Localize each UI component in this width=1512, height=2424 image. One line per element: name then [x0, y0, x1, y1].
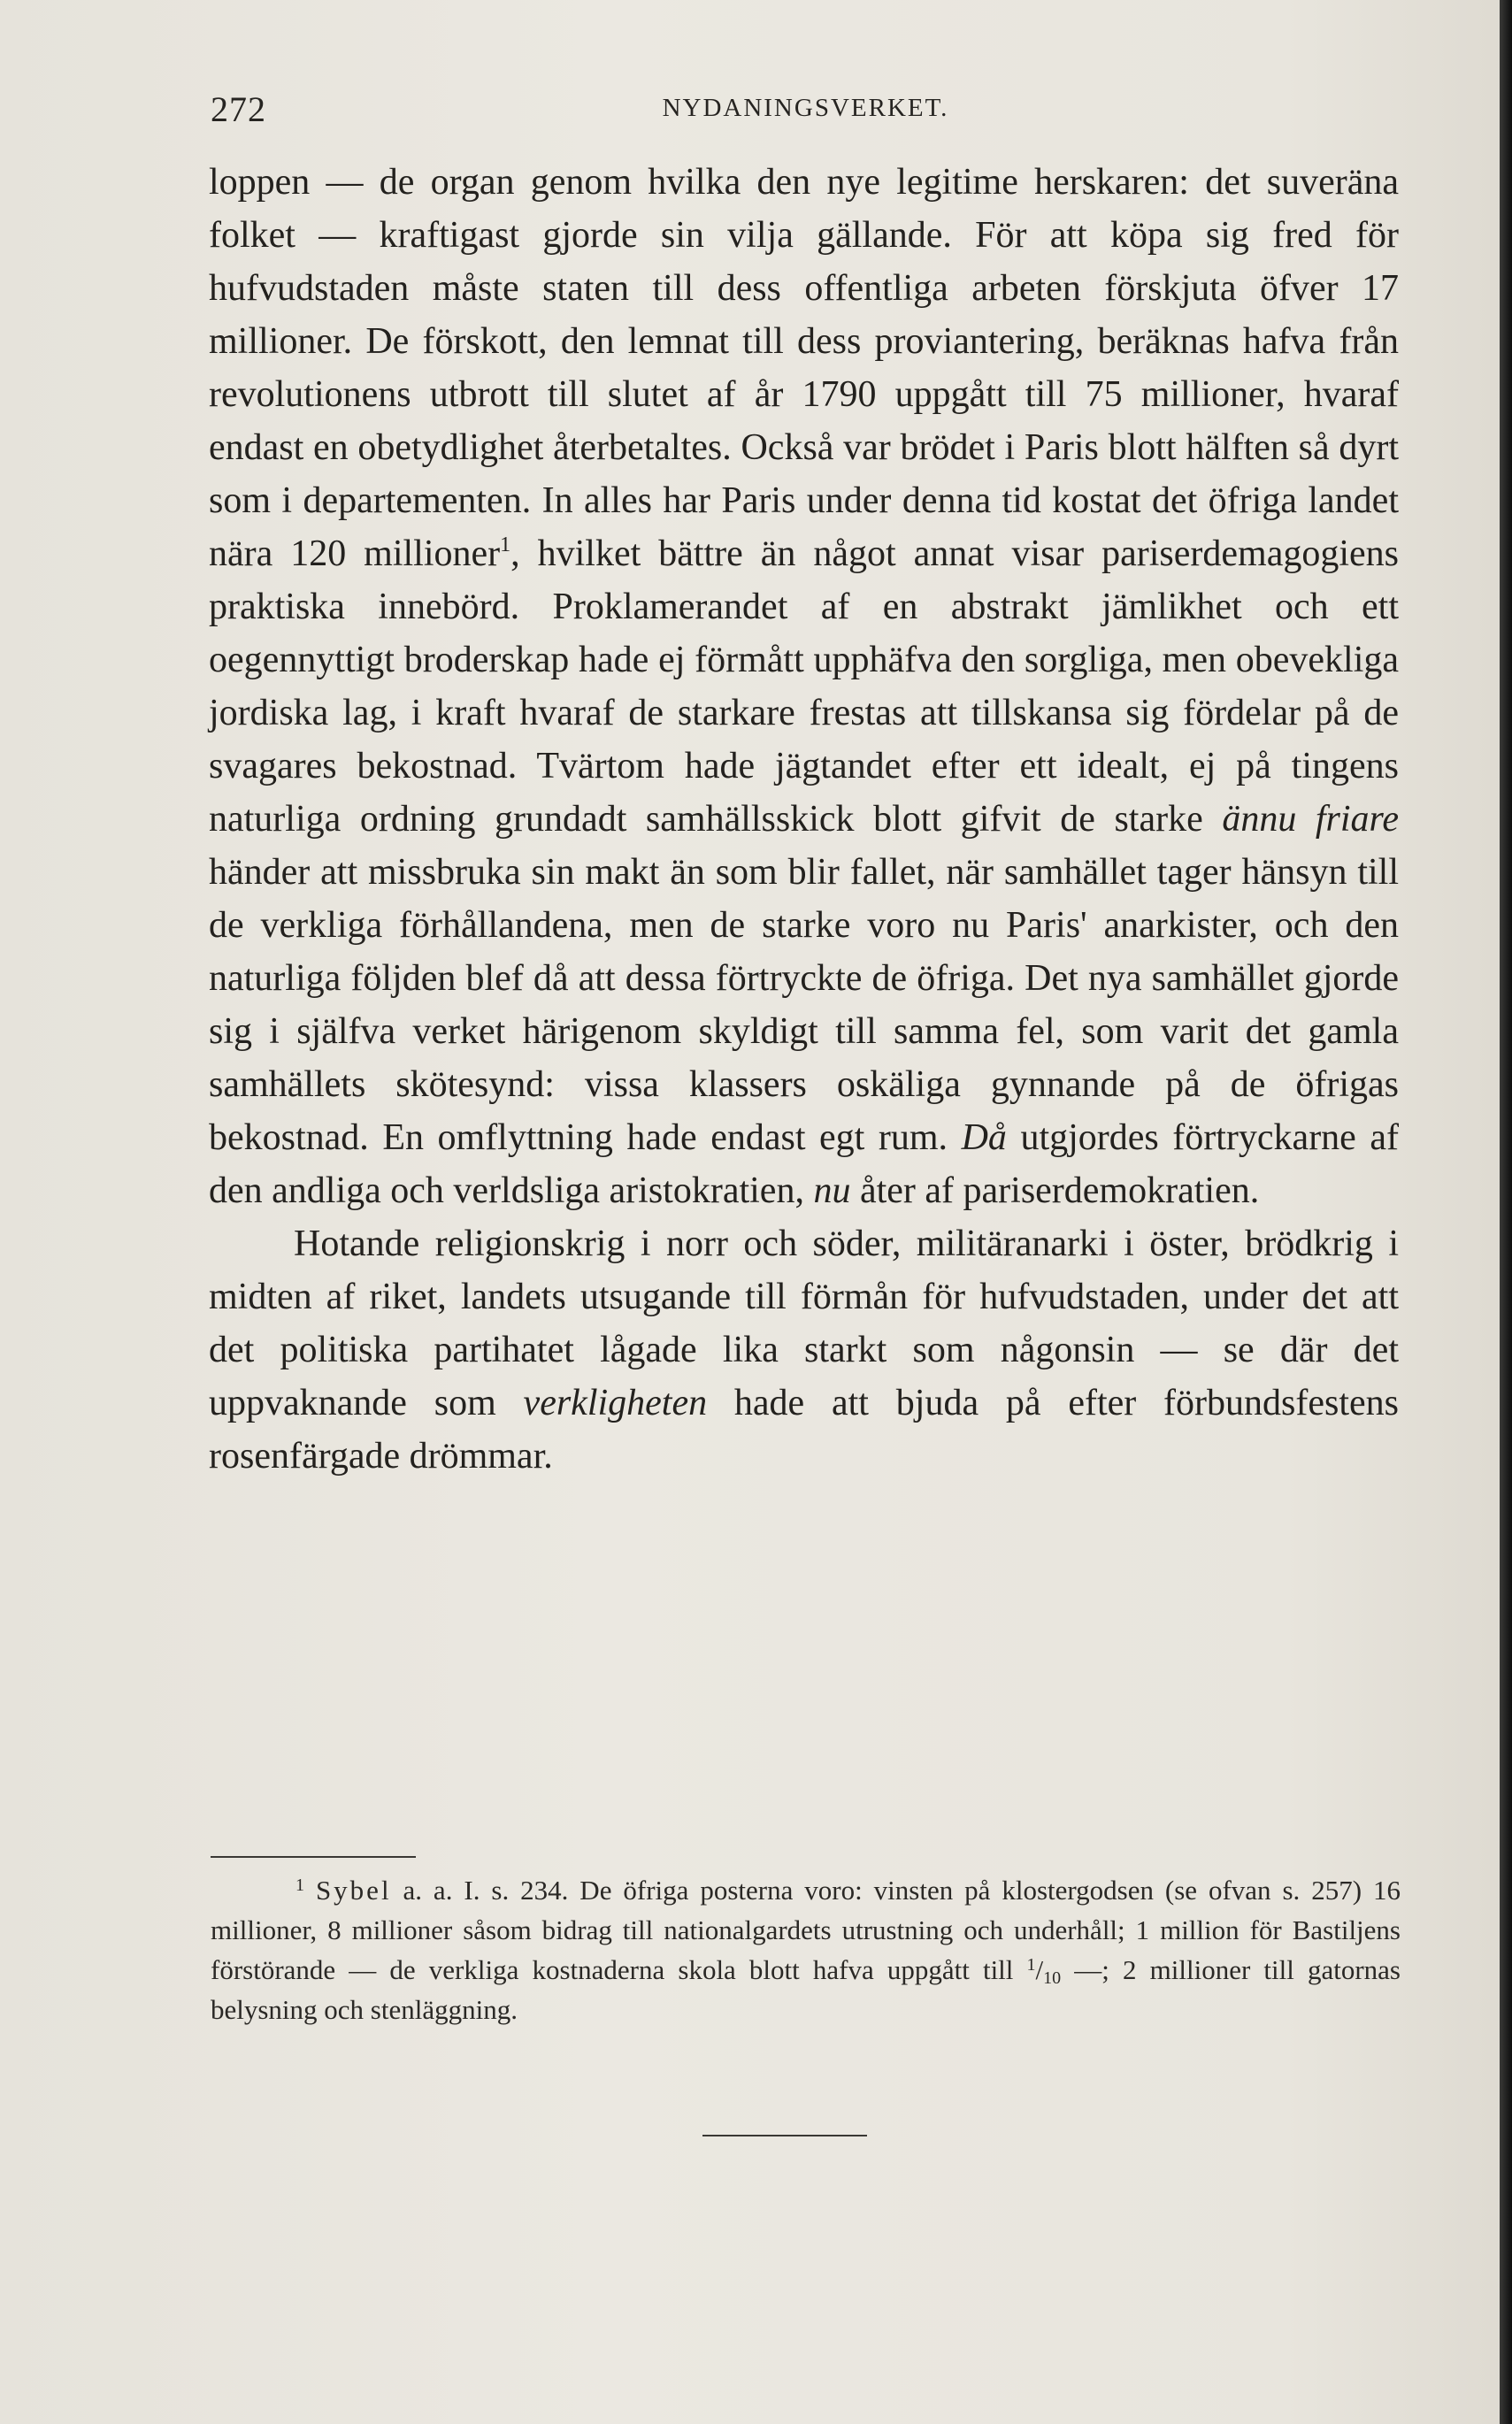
fraction-numerator: 1 [1026, 1955, 1036, 1975]
italic-word: verkligheten [523, 1383, 708, 1423]
fraction-slash: / [1035, 1954, 1044, 1985]
text-run: åter af pariserdemokratien. [850, 1170, 1260, 1211]
footnote-divider [211, 1856, 416, 1858]
scan-edge-shadow [1500, 0, 1512, 2424]
footnote-author: Sybel [315, 1875, 392, 1906]
text-run: , hvilket bättre än något annat visar pariserdemagogiens praktiska innebörd. Proklamerandet af en abstrakt jämlikhet och ett oegennyttigt broderskap hade ej förmått upphäfva den sorgliga, men obevekliga jordiska lag, i kraft hvaraf de starkare frestas att tillskansa sig fördelar på de svagares bekostnad. Tvärtom hade jägtandet efter ett idealt, ej på tingens naturliga ordning grundadt samhällsskick blott gifvit de starke [209, 533, 1399, 840]
text-run: loppen — de organ genom hvilka den nye legitime herskaren: det suveräna folket — kraftigast gjorde sin vilja gällande. För att köpa sig fred för hufvudstaden måste staten till dess offentliga arbeten förskjuta öfver 17 millioner. De förskott, den lemnat till dess proviantering, beräknas hafva från revolutionens utbrott till slutet af år 1790 uppgått till 75 millioner, hvaraf endast en obetydlighet återbetaltes. Också var brödet i Paris blott hälften så dyrt som i departementen. In alles har Paris under denna tid kostat det öfriga landet nära 120 millioner [209, 162, 1399, 574]
footnote-text: —; 2 millioner till gatornas belysning och stenläggning. [211, 1954, 1401, 2025]
text-run: hade att bjuda på efter förbundsfestens rosenfärgade drömmar. [209, 1383, 1399, 1477]
italic-word: nu [813, 1170, 851, 1211]
fraction-denominator: 10 [1043, 1968, 1062, 1988]
end-divider [702, 2135, 867, 2136]
footnote [211, 1870, 1401, 2029]
running-head: NYDANINGSVERKET. [662, 94, 949, 122]
body-text [209, 156, 1399, 1483]
footnote-reference: 1 [500, 533, 511, 556]
text-run: utgjordes förtryckarne af den andliga och verldsliga aristokratien, [209, 1117, 1399, 1211]
page-header [211, 88, 1401, 133]
text-run: Hotande religionskrig i norr och söder, militäranarki i öster, brödkrig i midten af riket, landets utsugande till förmån för hufvudstaden, under det att det politiska partihatet lågade lika starkt som någonsin — se där det uppvaknande som [209, 1224, 1399, 1423]
text-run: händer att missbruka sin makt än som blir fallet, när samhället tager hänsyn till de verkliga förhållandena, men de starke voro nu Paris' anarkister, och den naturliga följden blef då att dessa förtryckte de öfriga. Det nya samhället gjorde sig i själfva verket härigenom skyldigt till samma fel, som varit det gamla samhällets skötesynd: vissa klassers oskäliga gynnande på de öfrigas bekostnad. En omflyttning hade endast egt rum. [209, 852, 1399, 1158]
footnote-paragraph [211, 1870, 1401, 2029]
footnote-marker: 1 [295, 1876, 304, 1895]
italic-phrase: ännu friare [1222, 799, 1399, 840]
footnote-text: a. a. I. s. 234. De öfriga posterna voro: vinsten på klostergodsen (se ofvan s. 257) 16 millioner, 8 millioner såsom bidrag till nationalgardets utrustning och underhåll; 1 million för Bastiljens förstörande — de verkliga kostnaderna skola blott hafva uppgått till [211, 1875, 1401, 1985]
page-number: 272 [211, 89, 266, 129]
italic-word: Då [961, 1117, 1007, 1158]
paragraph-1 [209, 156, 1399, 1217]
paragraph-2 [209, 1217, 1399, 1483]
